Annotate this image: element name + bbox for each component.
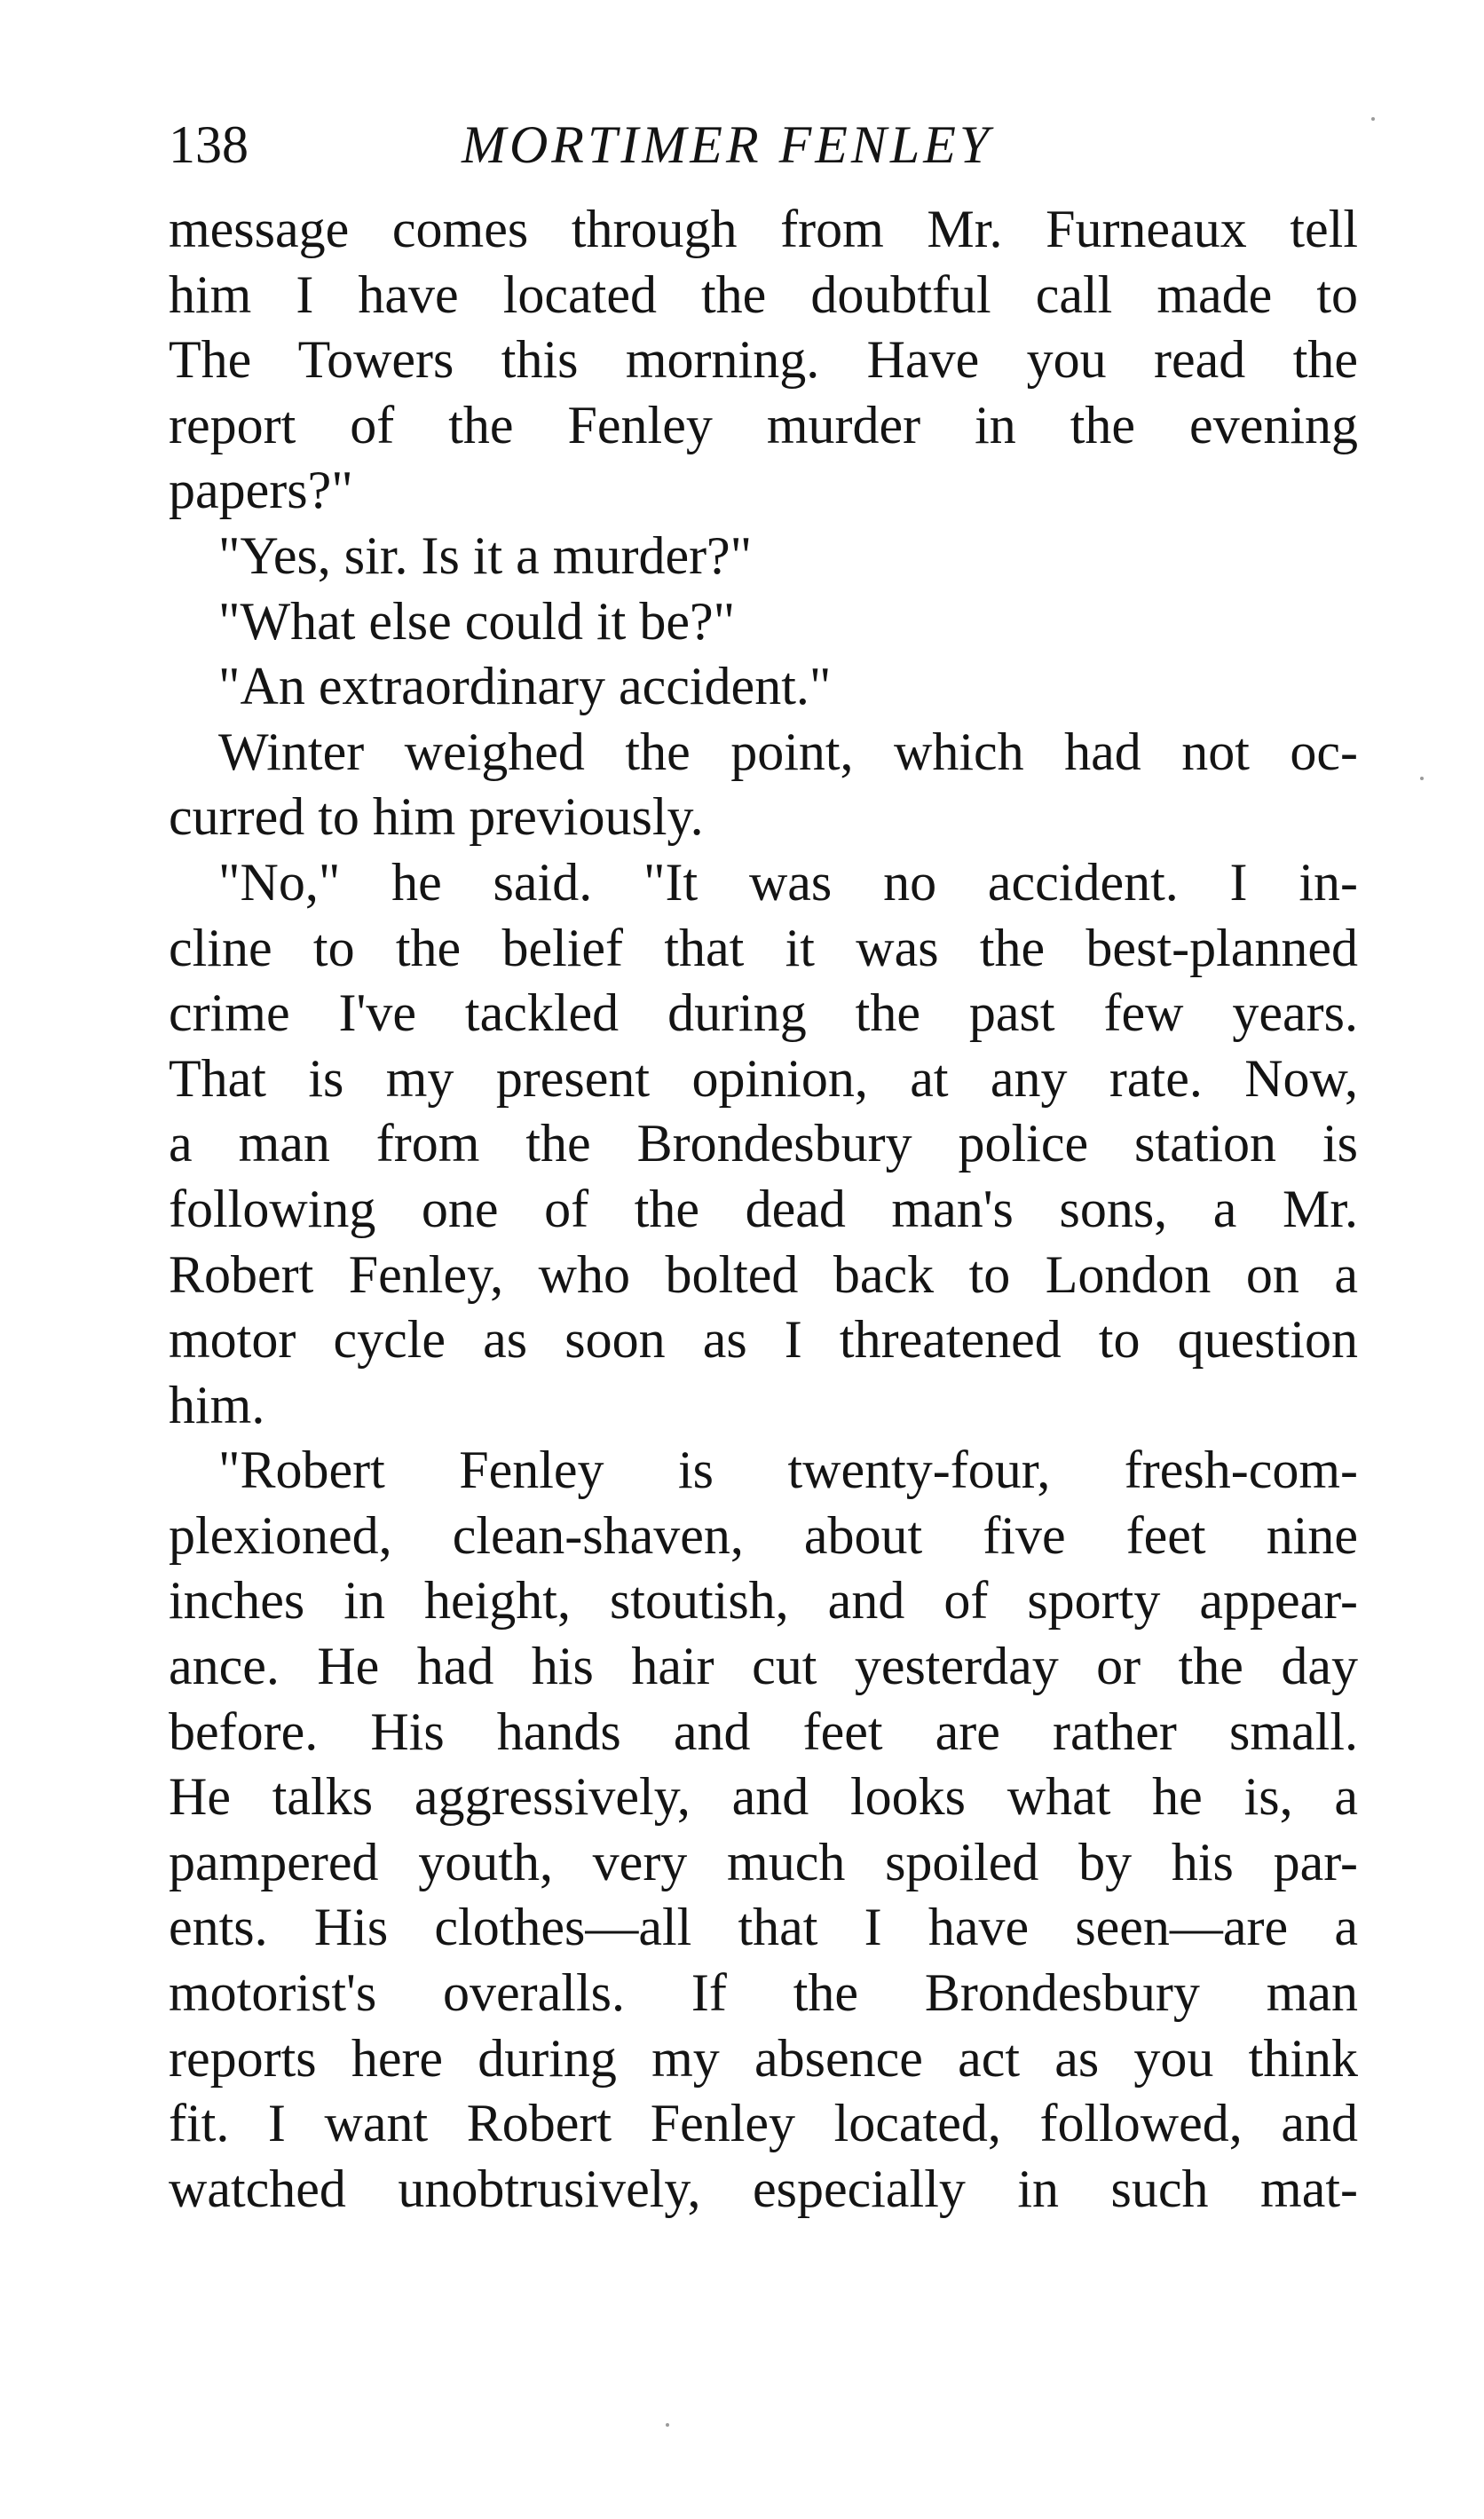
running-head: MORTIMER FENLEY (462, 115, 993, 174)
text-line: ents. His clothes—all that I have seen—are a (169, 1898, 1358, 1957)
page-header (169, 105, 1358, 185)
text-line: inches in height, stoutish, and of sporty appear- (169, 1571, 1358, 1631)
page-number: 138 (169, 115, 249, 174)
text-line: pampered youth, very much spoiled by his par- (169, 1832, 1358, 1891)
text-line: motorist's overalls. If the Brondesbury man (169, 1963, 1358, 2023)
text-line: him. (169, 1375, 265, 1434)
text-line: Robert Fenley, who bolted back to London on a (169, 1244, 1358, 1304)
text-line: message comes through from Mr. Furneaux tell (169, 200, 1358, 258)
scan-speck (1420, 777, 1424, 780)
text-line: "No," he said. "It was no accident. I in- (218, 852, 1358, 912)
text-line: Winter weighed the point, which had not oc- (218, 722, 1358, 781)
text-line: papers?" (169, 461, 353, 520)
text-line: "Yes, sir. Is it a murder?" (218, 525, 753, 585)
text-line: reports here during my absence act as you think (169, 2028, 1358, 2088)
text-line: cline to the belief that it was the best-planned (169, 918, 1358, 977)
text-line: watched unobtrusively, especially in such mat- (169, 2159, 1358, 2218)
body-text (169, 197, 1358, 2222)
text-line: him I have located the doubtful call made to (169, 265, 1358, 324)
text-line: The Towers this morning. Have you read the (169, 330, 1358, 390)
text-line: a man from the Brondesbury police station is (169, 1114, 1358, 1173)
scan-speck (666, 2423, 669, 2427)
text-line: plexioned, clean-shaven, about five feet nine (169, 1505, 1358, 1565)
text-line: crime I've tackled during the past few years. (169, 983, 1358, 1043)
text-line: That is my present opinion, at any rate. Now, (169, 1048, 1358, 1108)
text-line: ance. He had his hair cut yesterday or the day (169, 1637, 1358, 1696)
text-line: following one of the dead man's sons, a Mr. (169, 1179, 1358, 1238)
scan-speck (1371, 117, 1375, 121)
text-line: "An extraordinary accident." (218, 657, 832, 716)
text-line: curred to him previously. (169, 787, 704, 847)
text-line: "Robert Fenley is twenty-four, fresh-com- (218, 1441, 1358, 1500)
text-line: motor cycle as soon as I threatened to question (169, 1310, 1358, 1370)
text-line: before. His hands and feet are rather small. (169, 1702, 1358, 1761)
text-line: fit. I want Robert Fenley located, followed, and (169, 2094, 1358, 2153)
text-line: He talks aggressively, and looks what he is, a (169, 1767, 1358, 1827)
text-line: report of the Fenley murder in the evening (169, 395, 1358, 454)
text-line: "What else could it be?" (218, 591, 736, 651)
